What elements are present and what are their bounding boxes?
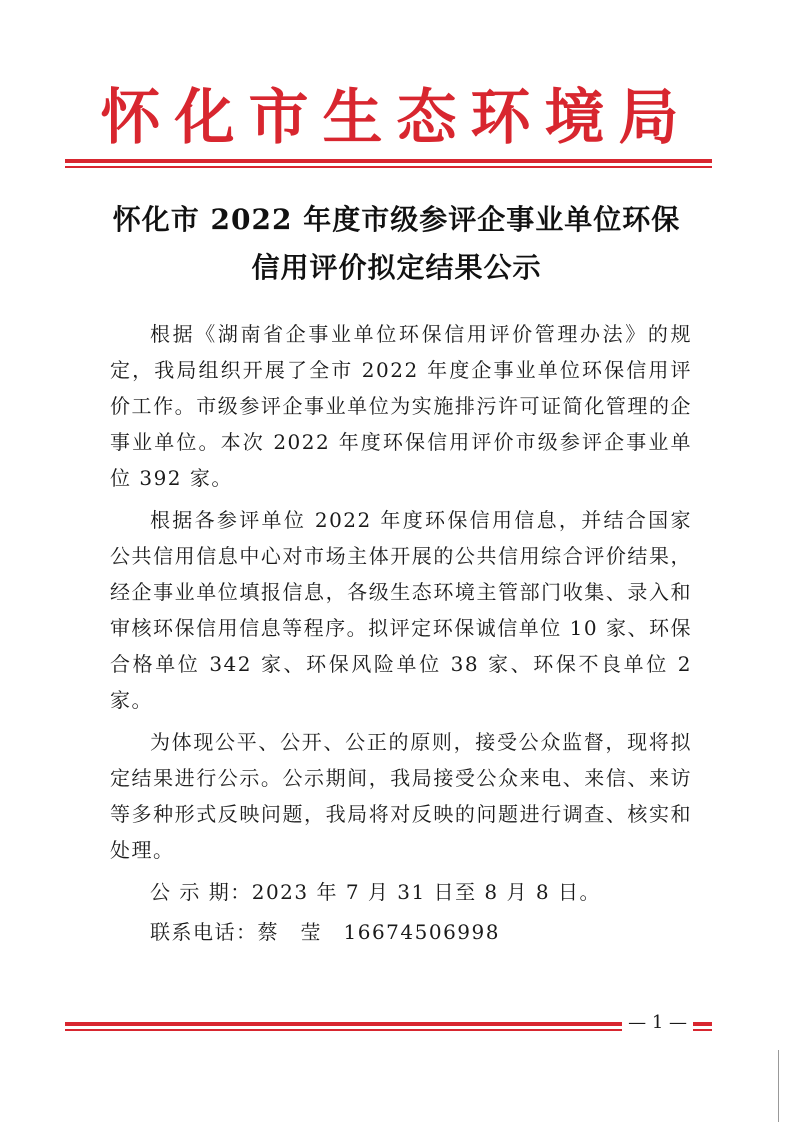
footer-red-line-thick: [65, 1022, 712, 1026]
title-line-2: 信用评价拟定结果公示: [251, 251, 542, 284]
letterhead-red-line-thick: [65, 159, 712, 163]
paragraph-2: 根据各参评单位 2022 年度环保信用信息，并结合国家公共信用信息中心对市场主体开展的公共信用综合评价结果，经企事业单位填报信息，各级生态环境主管部门收集、录入和审核环保信用信息等程序。拟评定环保诚信单位 10 家、环保合格单位 342 家、环保风险单位 38 家、环保不良单位 2 家。: [110, 508, 692, 712]
document-body: [110, 316, 692, 954]
contact-phone: 联系电话：蔡 莹 16674506998: [150, 920, 500, 944]
letterhead-title: 怀化市生态环境局: [100, 83, 693, 153]
footer-red-line-thin: [65, 1029, 712, 1031]
title-line-1: 怀化市 2022 年度市级参评企事业单位环保: [112, 203, 681, 236]
notice-period: 公 示 期：2023 年 7 月 31 日至 8 月 8 日。: [150, 880, 601, 904]
page-number: — 1 —: [622, 1012, 693, 1033]
document-title: [90, 196, 703, 292]
paragraph-3: 为体现公平、公开、公正的原则，接受公众监督，现将拟定结果进行公示。公示期间，我局接受公众来电、来信、来访等多种形式反映问题，我局将对反映的问题进行调查、核实和处理。: [110, 730, 692, 862]
paragraph-1: 根据《湖南省企事业单位环保信用评价管理办法》的规定，我局组织开展了全市 2022 年度企事业单位环保信用评价工作。市级参评企事业单位为实施排污许可证简化管理的企事业单位。本次 2022 年度环保信用评价市级参评企事业单位 392 家。: [110, 322, 692, 490]
scan-edge-line: [778, 1050, 779, 1122]
letterhead-red-line-thin: [65, 166, 712, 168]
